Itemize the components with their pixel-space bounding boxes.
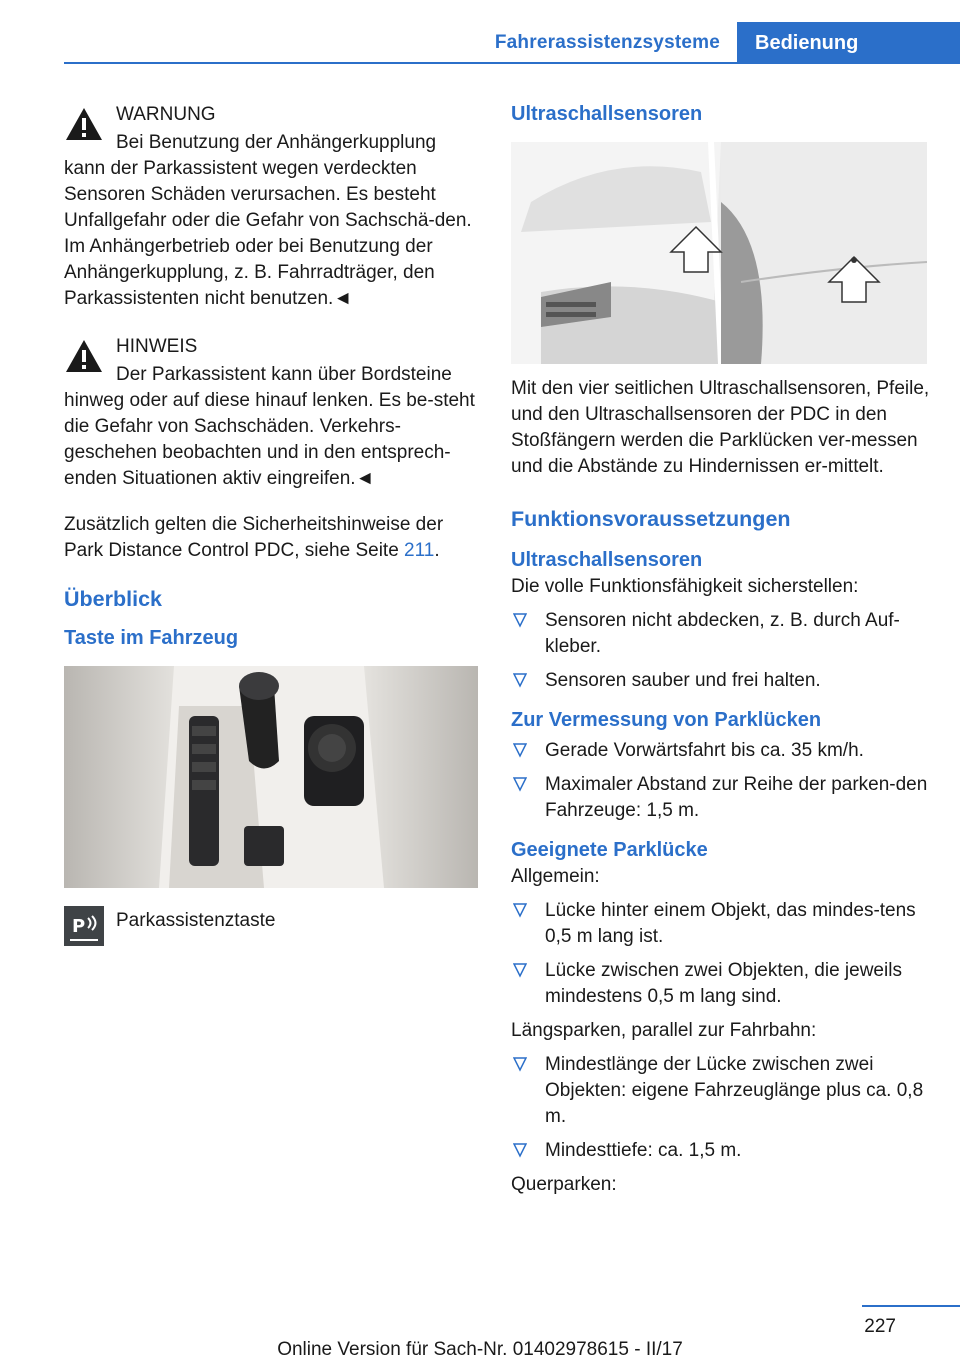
bullet-triangle-icon <box>513 962 527 978</box>
list-item: Mindesttiefe: ca. 1,5 m. <box>511 1138 931 1164</box>
center-console-photo <box>64 666 478 888</box>
page-number: 227 <box>864 1316 896 1337</box>
parallel-list <box>511 1052 931 1164</box>
page-reference-link[interactable]: 211 <box>404 540 435 561</box>
general-list <box>511 898 931 1010</box>
parallel-label: Längsparken, parallel zur Fahrbahn: <box>511 1020 817 1041</box>
list-item: Lücke zwischen zwei Objekten, die jeweils mindestens 0,5 m lang sind. <box>511 958 931 1010</box>
safety-end: . <box>434 540 440 561</box>
bullet-triangle-icon <box>513 742 527 758</box>
left-column <box>64 100 478 946</box>
safety-text: Zusätzlich gelten die Sicherheitshinweise der Park Distance Control PDC, siehe Seite <box>64 514 444 561</box>
func-sub-heading: Ultraschallsensoren <box>511 549 703 571</box>
ultrasonic-sensors-photo <box>511 142 927 364</box>
warning-triangle-icon <box>64 338 104 374</box>
header-section-title: Fahrerassistenzsysteme <box>494 32 720 53</box>
sensors-heading: Ultraschallsensoren <box>511 103 703 125</box>
hint-label: HINWEIS <box>116 336 198 357</box>
hint-text: Der Parkassistent kann über Bordsteine hinweg oder auf diese hinauf lenken. Es be-steht die Gefahr von Sachschäden. Verkehrs-geschehen beobachten und in den entsprech-enden Situationen aktiv eingreifen.◄ <box>64 364 475 489</box>
hint-notice <box>64 332 478 492</box>
header-rule <box>64 62 960 64</box>
func-intro: Die volle Funktionsfähigkeit sicherstellen: <box>511 576 859 597</box>
warning-notice <box>64 100 478 312</box>
func-heading: Funktionsvoraussetzungen <box>511 507 791 531</box>
warning-triangle-icon <box>64 106 104 142</box>
list-item: Mindestlänge der Lücke zwischen zwei Objekten: eigene Fahrzeuglänge plus ca. 0,8 m. <box>511 1052 931 1130</box>
list-item: Lücke hinter einem Objekt, das mindes-tens 0,5 m lang ist. <box>511 898 931 950</box>
list-item: Gerade Vorwärtsfahrt bis ca. 35 km/h. <box>511 738 931 764</box>
online-version-text: Online Version für Sach-Nr. 01402978615 - II/17 <box>277 1339 683 1360</box>
sensors-text: Mit den vier seitlichen Ultraschallsensoren, Pfeile, und den Ultraschallsensoren der PDC in den Stoßfängern werden die Parklücken ver-messen und die Abstände zu Hindernissen er-mittelt. <box>511 378 930 477</box>
measure-list <box>511 738 931 824</box>
button-heading: Taste im Fahrzeug <box>64 627 239 649</box>
bullet-triangle-icon <box>513 1056 527 1072</box>
general-label: Allgemein: <box>511 866 600 887</box>
bullet-triangle-icon <box>513 902 527 918</box>
warning-text: Bei Benutzung der Anhängerkupplung kann der Parkassistent wegen verdeckten Sensoren Schäden verursachen. Es besteht Unfallgefahr oder die Gefahr von Sachschä-den. Im Anhängerbetrieb oder bei Benutzung der Anhängerkupplung, z. B. Fahrradträger, den Parkassistenten nicht benutzen.◄ <box>64 132 472 309</box>
safety-paragraph <box>64 512 478 564</box>
footer-rule <box>862 1305 960 1307</box>
park-assist-icon <box>64 906 104 946</box>
right-column <box>511 100 931 1218</box>
bullet-triangle-icon <box>513 672 527 688</box>
park-assist-label: Parkassistenztaste <box>116 910 276 931</box>
list-item: Sensoren sauber und frei halten. <box>511 668 931 694</box>
measure-heading: Zur Vermessung von Parklücken <box>511 709 822 731</box>
bullet-triangle-icon <box>513 1142 527 1158</box>
bullet-triangle-icon <box>513 612 527 628</box>
list-item: Sensoren nicht abdecken, z. B. durch Auf-kleber. <box>511 608 931 660</box>
func-list <box>511 608 931 694</box>
bullet-triangle-icon <box>513 776 527 792</box>
overview-heading: Überblick <box>64 587 162 611</box>
list-item: Maximaler Abstand zur Reihe der parken-den Fahrzeuge: 1,5 m. <box>511 772 931 824</box>
svg-text:P: P <box>72 916 86 937</box>
header-chapter-tab: Bedienung <box>737 22 960 64</box>
cross-label: Querparken: <box>511 1174 617 1195</box>
warning-label: WARNUNG <box>116 104 216 125</box>
park-assist-button-row <box>64 906 478 946</box>
suitable-heading: Geeignete Parklücke <box>511 839 708 861</box>
